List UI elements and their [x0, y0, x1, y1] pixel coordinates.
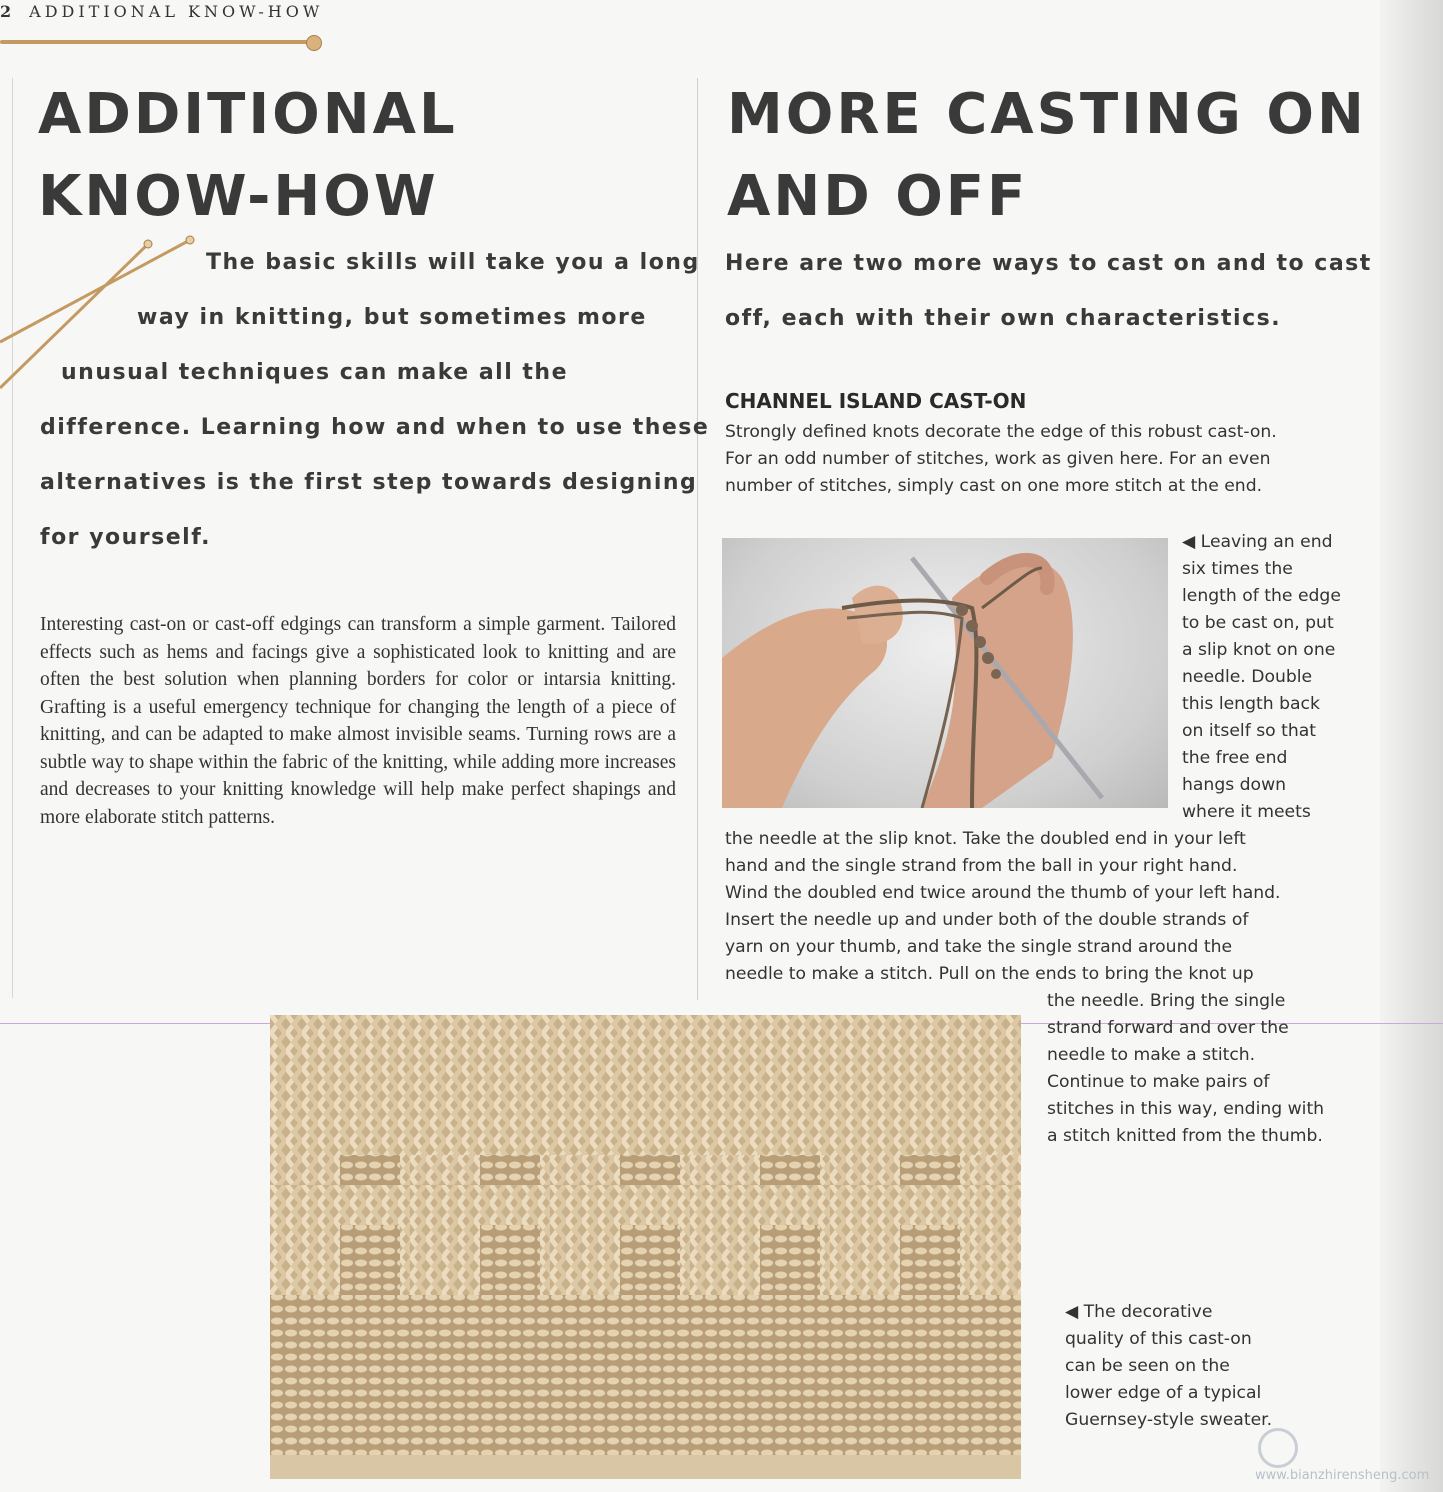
caption-1-tail-line-2: strand forward and over the — [1047, 1018, 1289, 1038]
needle-rule-decoration — [0, 40, 312, 44]
right-title-line-1: MORE CASTING ON — [727, 82, 1367, 147]
hands-casting-on-photo — [722, 538, 1168, 808]
caption-1-line-5: a slip knot on one — [1182, 640, 1336, 660]
left-intro-line-2: way in knitting, but sometimes more — [137, 305, 647, 330]
left-intro-line-1: The basic skills will take you a long — [206, 250, 700, 275]
left-title — [38, 74, 458, 238]
page-number: 2 — [0, 2, 16, 21]
caption-1-tail-line-1: the needle. Bring the single — [1047, 991, 1286, 1011]
needle-knob-decoration — [306, 35, 322, 51]
caption-2-line-5: Guernsey-style sweater. — [1065, 1410, 1273, 1430]
caption-1-cont-line-4: Insert the needle up and under both of the double strands of — [725, 910, 1249, 930]
caption-1-tail-line-5: stitches in this way, ending with — [1047, 1099, 1325, 1119]
caption-1-cont-line-1: the needle at the slip knot. Take the doubled end in your left — [725, 829, 1246, 849]
caption-1-continued — [725, 826, 1281, 988]
right-intro-line-1: Here are two more ways to cast on and to cast — [725, 251, 1372, 276]
caption-1-line-1: ◀ Leaving an end — [1182, 532, 1333, 552]
left-margin-line — [12, 78, 13, 998]
left-intro-line-5: alternatives is the first step towards designing — [40, 470, 698, 495]
caption-2-line-4: lower edge of a typical — [1065, 1383, 1262, 1403]
caption-1-tail-line-4: Continue to make pairs of — [1047, 1072, 1270, 1092]
left-intro-line-4: difference. Learning how and when to use these — [40, 415, 710, 440]
guernsey-swatch-photo — [270, 1015, 1021, 1479]
caption-1-cont-line-2: hand and the single strand from the ball in your right hand. — [725, 856, 1238, 876]
page-gutter-shadow — [1380, 0, 1443, 1492]
running-head-title: ADDITIONAL KNOW-HOW — [29, 2, 324, 21]
caption-1-cont-line-3: Wind the doubled end twice around the thumb of your left hand. — [725, 883, 1281, 903]
hands-illustration — [722, 538, 1168, 808]
caption-1-line-7: this length back — [1182, 694, 1320, 714]
caption-2-line-2: quality of this cast-on — [1065, 1329, 1252, 1349]
watermark-logo-icon — [1258, 1428, 1298, 1468]
caption-1-line-10: hangs down — [1182, 775, 1287, 795]
section-line-3: number of stitches, simply cast on one more stitch at the end. — [725, 476, 1263, 496]
caption-1-line-6: needle. Double — [1182, 667, 1313, 687]
caption-1-line-4: to be cast on, put — [1182, 613, 1334, 633]
column-divider — [697, 78, 698, 1000]
caption-1-cont-line-6: needle to make a stitch. Pull on the ends to bring the knot up — [725, 964, 1254, 984]
caption-1-line-2: six times the — [1182, 559, 1293, 579]
knit-texture — [270, 1015, 1021, 1479]
caption-2-line-3: can be seen on the — [1065, 1356, 1230, 1376]
caption-1 — [1182, 529, 1341, 826]
caption-1-line-3: length of the edge — [1182, 586, 1341, 606]
caption-1-line-11: where it meets — [1182, 802, 1311, 822]
section-heading: CHANNEL ISLAND CAST-ON — [725, 389, 1027, 413]
watermark-text: www.bianzhirensheng.com — [1255, 1468, 1430, 1483]
right-intro-line-2: off, each with their own characteristics. — [725, 306, 1282, 331]
right-title — [727, 74, 1367, 238]
left-intro-line-3: unusual techniques can make all the — [61, 360, 569, 385]
section-line-1: Strongly defined knots decorate the edge of this robust cast-on. — [725, 422, 1277, 442]
left-body-text: Interesting cast-on or cast-off edgings can transform a simple garment. Tailored effects such as hems and facings give a sophisticated look to knitting and are often the best solution when planning borders for color or intarsia knitting. Grafting is a useful emergency technique for changing the length of a piece of knitting, and can be adapted to make almost invisible seams. Turning rows are a subtle way to shape within the fabric of the knitting, while adding more increases and decreases to your knitting knowledge will help make perfect shapings and more elaborate stitch patterns. — [40, 614, 676, 828]
caption-1-tail-line-3: needle to make a stitch. — [1047, 1045, 1256, 1065]
left-title-line-1: ADDITIONAL — [38, 82, 458, 147]
caption-2-line-1: ◀ The decorative — [1065, 1302, 1213, 1322]
section-line-2: For an odd number of stitches, work as given here. For an even — [725, 449, 1271, 469]
section-intro — [725, 419, 1277, 500]
left-intro-line-6: for yourself. — [40, 525, 211, 550]
running-head — [0, 2, 323, 21]
caption-1-cont-line-5: yarn on your thumb, and take the single strand around the — [725, 937, 1233, 957]
caption-1-tail — [1047, 988, 1324, 1150]
caption-1-line-9: the free end — [1182, 748, 1288, 768]
caption-1-tail-line-6: a stitch knitted from the thumb. — [1047, 1126, 1323, 1146]
left-title-line-2: KNOW-HOW — [38, 164, 439, 229]
caption-1-line-8: on itself so that — [1182, 721, 1317, 741]
right-title-line-2: AND OFF — [727, 164, 1029, 229]
caption-2 — [1065, 1299, 1272, 1434]
